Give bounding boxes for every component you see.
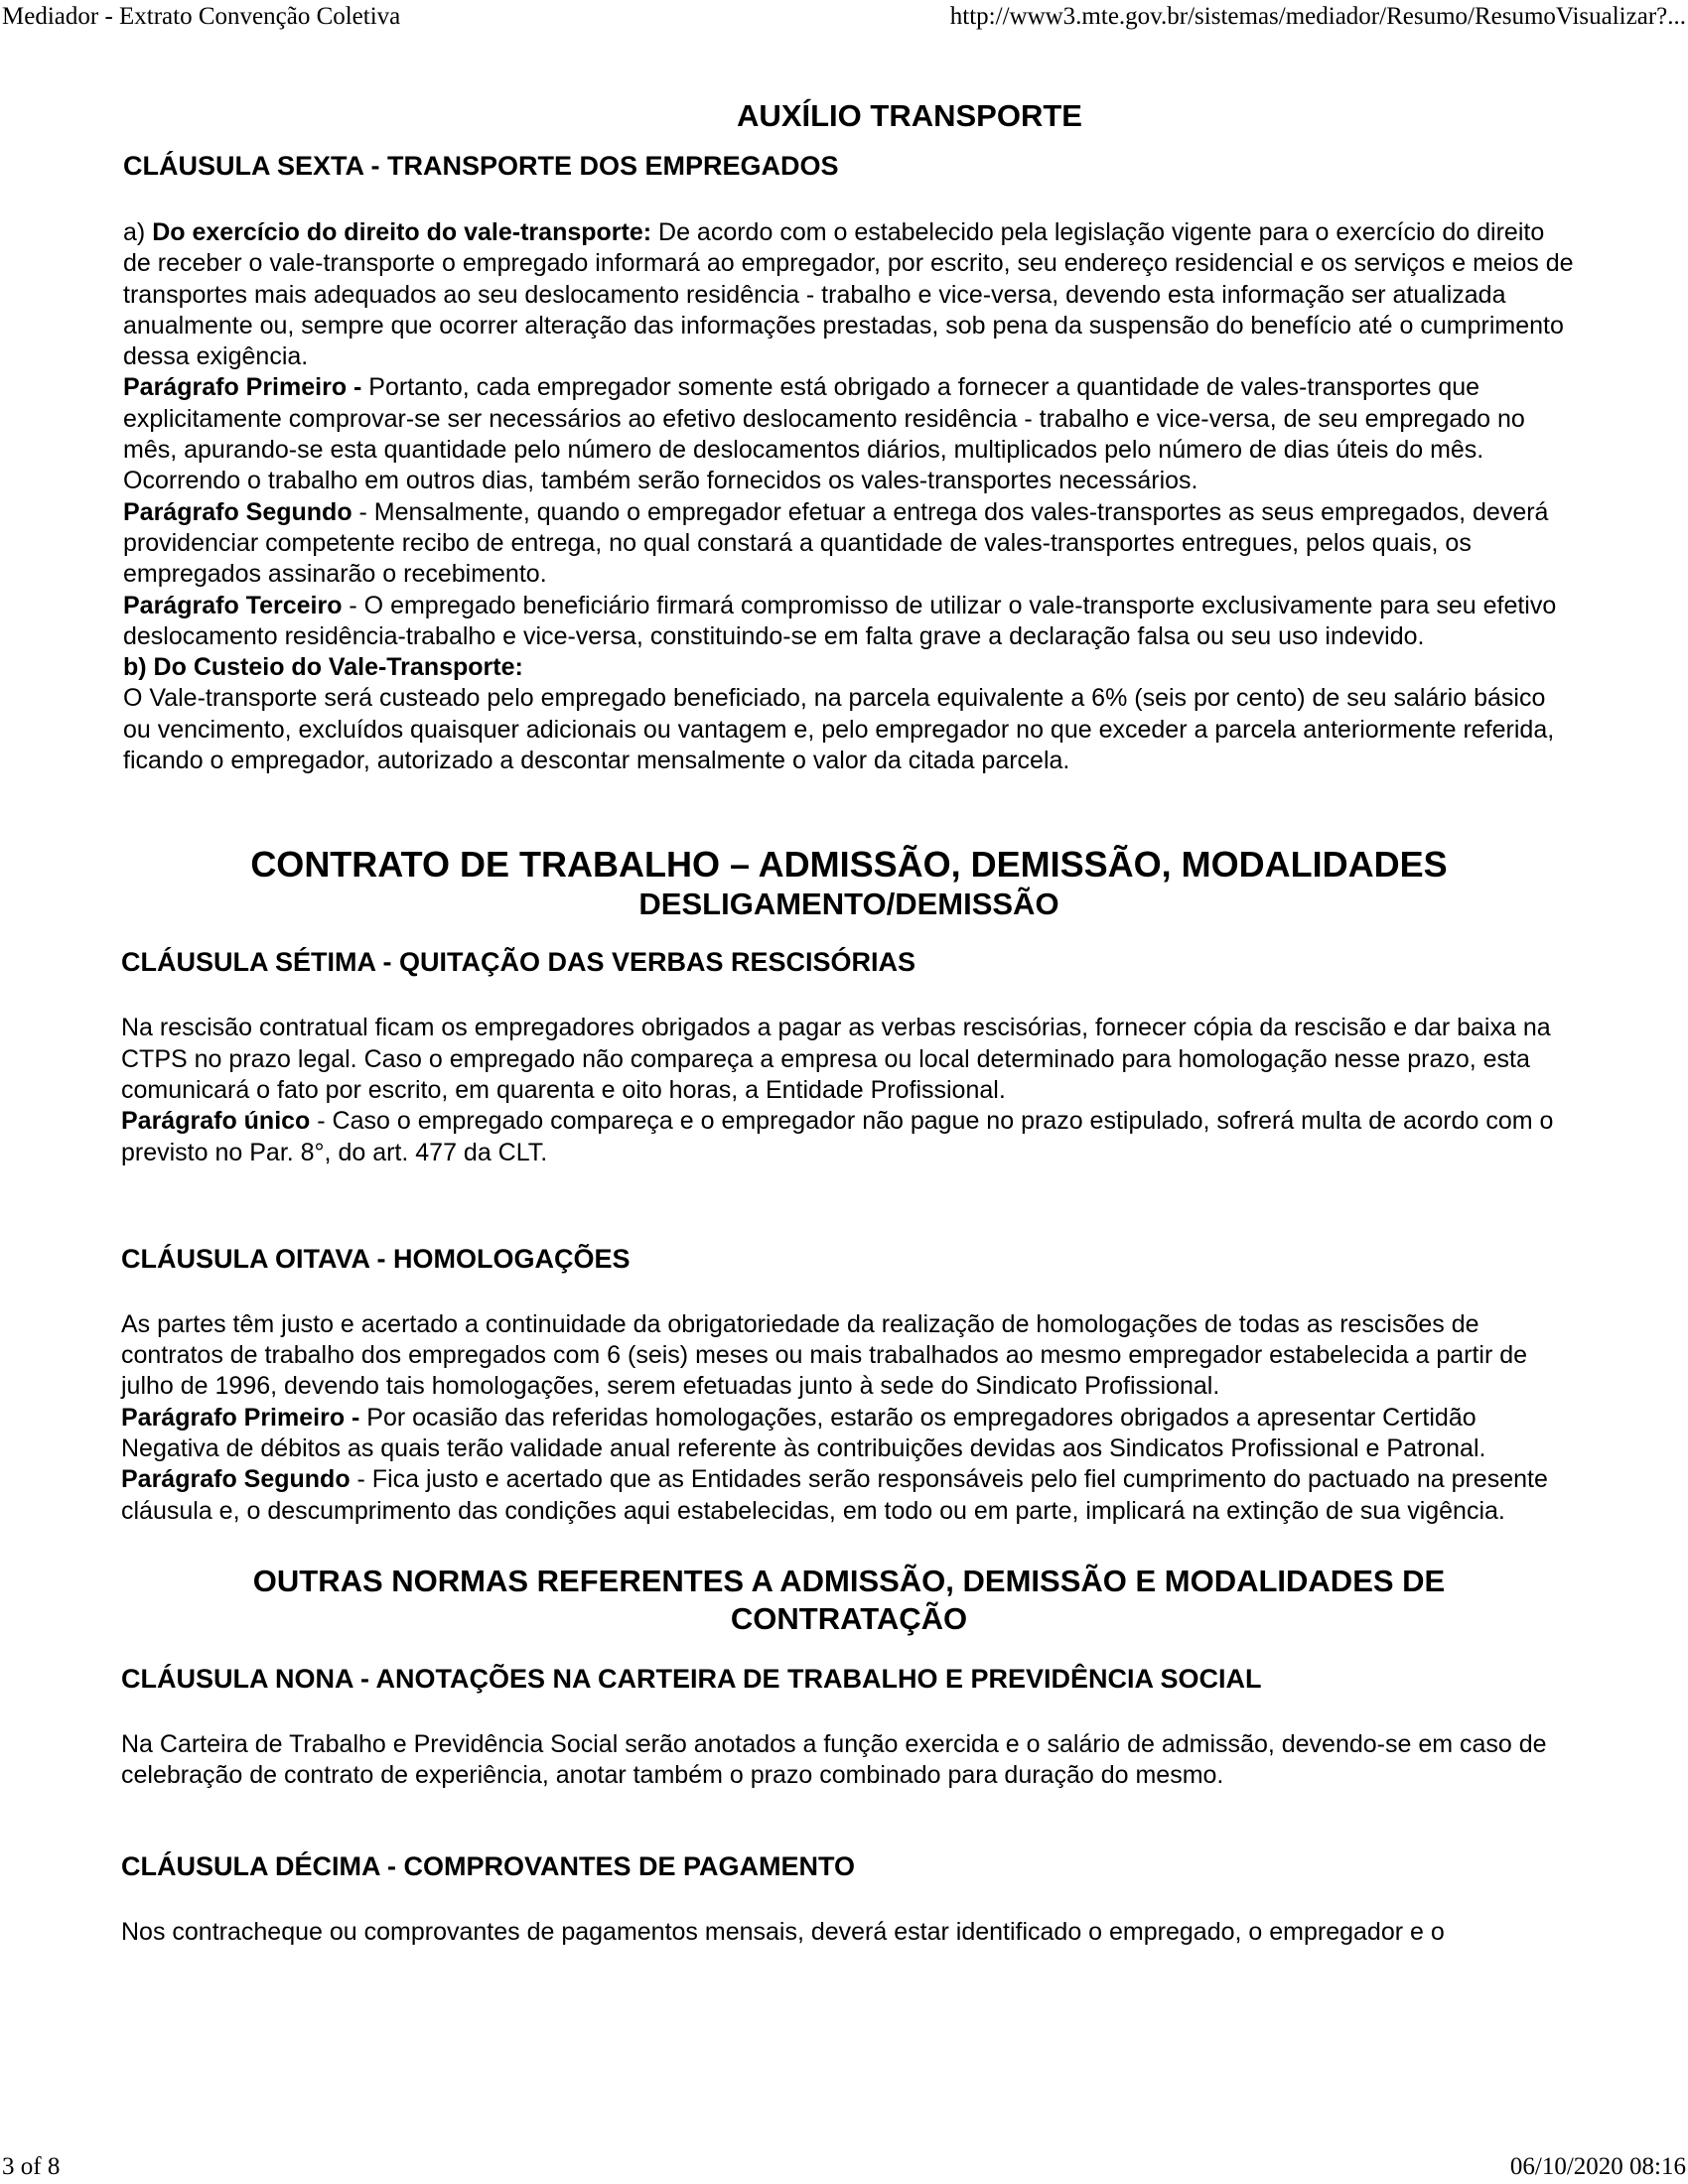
section-outras-normas	[121, 1563, 1577, 1948]
paragraph-a	[123, 217, 1577, 372]
paragraph-text: - Caso o empregado compareça e o empregador não pague no prazo estipulado, sofrerá multa de acordo com o previsto no Par. 8°, do art. 477 da CLT.	[121, 1107, 1554, 1166]
clause-title: CLÁUSULA OITAVA - HOMOLOGAÇÕES	[121, 1243, 631, 1274]
document-body	[121, 97, 1577, 1948]
clause-body	[121, 1013, 1577, 1167]
section-title: AUXÍLIO TRANSPORTE	[737, 98, 1082, 133]
paragraph-text: - O empregado beneficiário firmará compromisso de utilizar o vale-transporte exclusivamente para seu efetivo deslocamento residência-trabalho e vice-versa, constituindo-se em falta grave a declaração falsa ou seu uso indevido.	[123, 591, 1557, 650]
page-counter: 3 of 8	[2, 2153, 61, 2180]
paragraph-label: Parágrafo Primeiro -	[123, 373, 362, 402]
clause-title: CLÁUSULA SÉTIMA - QUITAÇÃO DAS VERBAS RESCISÓRIAS	[121, 947, 916, 978]
paragraph-label: Parágrafo único	[121, 1107, 311, 1136]
item-prefix: a)	[123, 218, 153, 246]
paragraph-text: Nos contracheque ou comprovantes de pagamentos mensais, deverá estar identificado o empregado, o empregador e o	[121, 1917, 1445, 1946]
item-label: Do exercício do direito do vale-transporte:	[152, 218, 652, 246]
section-contrato-trabalho	[121, 844, 1577, 1527]
clause-body	[123, 217, 1577, 776]
paragraph-b-label: b) Do Custeio do Vale-Transporte:	[123, 653, 523, 682]
paragraph-text: Na rescisão contratual ficam os empregadores obrigados a pagar as verbas rescisórias, fornecer cópia da rescisão e dar baixa na CTPS no prazo legal. Caso o empregado não compareça a empresa ou local determinado para homologação nesse prazo, esta comunicará o fato por escrito, em quarenta e oito horas, a Entidade Profissional.	[121, 1014, 1551, 1104]
section-title: OUTRAS NORMAS REFERENTES A ADMISSÃO, DEMISSÃO E MODALIDADES DE CONTRATAÇÃO	[252, 1563, 1446, 1636]
paragraph-primeiro	[121, 1403, 1577, 1465]
paragraph-unico	[121, 1106, 1577, 1168]
section-title: CONTRATO DE TRABALHO – ADMISSÃO, DEMISSÃO, MODALIDADES	[250, 844, 1448, 886]
clause-body	[121, 1309, 1577, 1527]
paragraph-segundo	[123, 497, 1577, 591]
paragraph-segundo	[121, 1464, 1577, 1527]
clause-body	[121, 1917, 1577, 1948]
clause-title: CLÁUSULA SEXTA - TRANSPORTE DOS EMPREGADOS	[123, 151, 839, 181]
print-header-url: http://www3.mte.gov.br/sistemas/mediador/Resumo/ResumoVisualizar?...	[949, 3, 1686, 30]
section-subtitle: DESLIGAMENTO/DEMISSÃO	[638, 887, 1059, 922]
paragraph-primeiro	[123, 372, 1577, 496]
paragraph-terceiro	[123, 591, 1577, 653]
paragraph-text: As partes têm justo e acertado a continuidade da obrigatoriedade da realização de homologações de todas as rescisões de contratos de trabalho dos empregados com 6 (seis) meses ou mais trabalhados ao mesmo empregador estabelecida a partir de julho de 1996, devendo tais homologações, serem efetuadas junto à sede do Sindicato Profissional.	[121, 1309, 1528, 1401]
paragraph-text: Por ocasião das referidas homologações, estarão os empregadores obrigados a apresentar Certidão Negativa de débitos as quais terão validade anual referente às contribuições devidas aos Sindicatos Profissional e Patronal.	[121, 1403, 1486, 1463]
paragraph-text: - Fica justo e acertado que as Entidades serão responsáveis pelo fiel cumprimento do pactuado na presente cláusula e, o descumprimento das condições aqui estabelecidas, em todo ou em parte, implicará na extinção de sua vigência.	[121, 1465, 1548, 1525]
paragraph-label: Parágrafo Segundo	[123, 497, 352, 526]
paragraph-label: Parágrafo Primeiro -	[121, 1403, 360, 1432]
item-text: De acordo com o estabelecido pela legislação vigente para o exercício do direito de receber o vale-transporte o empregado informará ao empregador, por escrito, seu endereço residencial e os serviços e meios de transportes mais adequados ao seu deslocamento residência - trabalho e vice-versa, devendo esta informação ser atualizada anualmente ou, sempre que ocorrer alteração das informações prestadas, sob pena da suspensão do benefício até o cumprimento dessa exigência.	[123, 218, 1574, 371]
clause-body	[121, 1729, 1577, 1792]
print-header-title: Mediador - Extrato Convenção Coletiva	[2, 3, 401, 30]
print-datetime: 06/10/2020 08:16	[1509, 2153, 1686, 2180]
paragraph-text: - Mensalmente, quando o empregador efetuar a entrega dos vales-transportes as seus empregados, deverá providenciar competente recibo de entrega, no qual constará a quantidade de vales-transportes entregues, pelos quais, os empregados assinarão o recebimento.	[123, 497, 1549, 589]
paragraph-label: Parágrafo Terceiro	[123, 591, 343, 619]
paragraph-text: Na Carteira de Trabalho e Previdência Social serão anotados a função exercida e o salário de admissão, devendo-se em caso de celebração de contrato de experiência, anotar também o prazo combinado para duração do mesmo.	[121, 1729, 1547, 1790]
section-auxilio-transporte	[121, 97, 1577, 776]
clause-title: CLÁUSULA NONA - ANOTAÇÕES NA CARTEIRA DE TRABALHO E PREVIDÊNCIA SOCIAL	[121, 1663, 1262, 1694]
paragraph-text: Portanto, cada empregador somente está obrigado a fornecer a quantidade de vales-transportes que explicitamente comprovar-se ser necessários ao efetivo deslocamento residência - trabalho e vice-versa, de seu empregado no mês, apurando-se esta quantidade pelo número de deslocamentos diários, multiplicados pelo número de dias úteis do mês. Ocorrendo o trabalho em outros dias, também serão fornecidos os vales-transportes necessários.	[123, 373, 1525, 495]
clause-title: CLÁUSULA DÉCIMA - COMPROVANTES DE PAGAMENTO	[121, 1850, 856, 1881]
paragraph-label: Parágrafo Segundo	[121, 1465, 351, 1494]
paragraph-b-text: O Vale-transporte será custeado pelo empregado beneficiado, na parcela equivalente a 6% (seis por cento) de seu salário básico ou vencimento, excluídos quaisquer adicionais ou vantagem e, pelo empregador no que exceder a parcela anteriormente referida, ficando o empregador, autorizado a descontar mensalmente o valor da citada parcela.	[123, 684, 1555, 775]
